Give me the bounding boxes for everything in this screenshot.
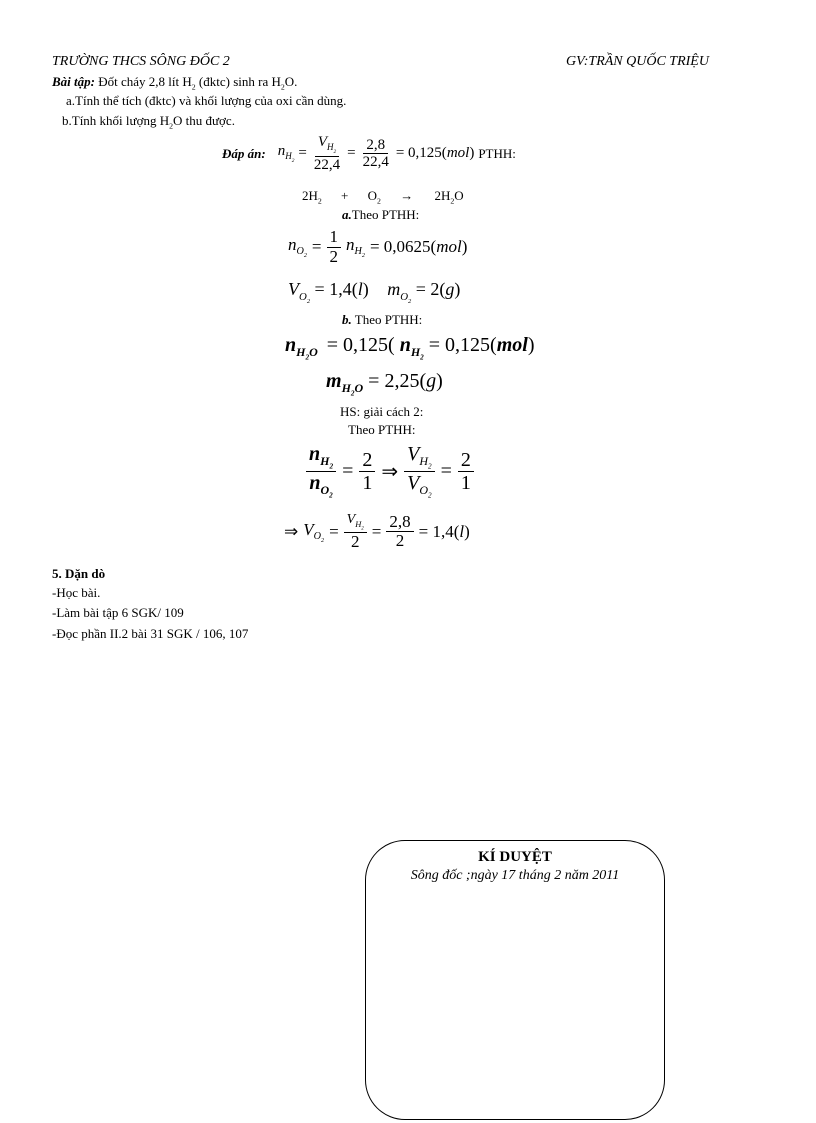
answer-moles-h2: Đáp án: $n_{H_2}$ = $\frac{V_{H_2}}{22,4}$ = $\frac{2,8}{22,4}$ = 0,125( mol ) PTHH: [222,134,516,173]
formula-n-o2: $n_{O_2}$ = $\frac{1}{2}$ $n_{H_2}$ = 0,0625( mol ) [288,227,468,266]
dando-title: 5. Dặn dò [52,566,106,581]
chemical-equation: $2H_2 + O_2 \to 2H_2O$ [302,188,464,206]
dando-item: -Học bài. [52,585,101,600]
method-2-label: HS: giải cách 2: [340,404,424,419]
exercise-statement: Bài tập: Đốt cháy 2,8 lít $H_2$ (đktc) sinh ra $H_2O$. [52,74,298,92]
fraction-v-over-22-4: $\frac{V_{H_2}}{22,4}$ [313,134,341,173]
pthh-label: PTHH: [478,145,516,161]
implies-icon: ⇒ [284,521,299,541]
formula-n-h2o: $n_{H_2O} = 0,125$( $n_{H_2} = 0,125(mol)$ [285,334,535,362]
approval-title: KÍ DUYỆT [478,849,552,865]
method-2-theo: Theo PTHH: [348,422,416,437]
school-name: TRƯỜNG THCS SÔNG ĐỐC 2 [52,54,230,69]
approval-date: Sông đốc ;ngày 17 tháng 2 năm 2011 [410,868,620,883]
exercise-label: Bài tập: [52,74,95,89]
dando-item: -Làm bài tập 6 SGK/ 109 [52,605,184,620]
implies-icon: ⇒ [381,461,399,484]
part-b-heading: b. Theo PTHH: [342,312,423,327]
dando-item: -Đọc phần II.2 bài 31 SGK / 106, 107 [52,626,249,641]
teacher-name: GV:TRẦN QUỐC TRIỆU [566,54,709,69]
arrow-icon: → [400,188,414,203]
formula-m-h2o: $m_{H_2O} = 2,25(g)$ [326,370,443,398]
exercise-part-a: a.Tính thể tích (đktc) và khối lượng của oxi cần dùng. [66,93,347,108]
formula-v-and-m-o2: $V_{O_2} = 1,4(l) m_{O_2} = 2(g)$ [288,279,461,305]
exercise-part-b: b.Tính khối lượng $H_2O$ thu được. [62,113,235,131]
formula-ratio: $\frac{n_{H_2}}{n_{O_2}}$ = $\frac{2}{1}$ ⇒ $\frac{V_{H_2}}{V_{O_2}}$ = $\frac{2}{1}$ [306,443,474,501]
fraction-2-8-over-22-4: $\frac{2,8}{22,4}$ [362,136,389,171]
part-a-heading: a.Theo PTHH: [342,207,420,222]
formula-final-v-o2: ⇒ $V_{O_2}$ = $\frac{V_{H_2}}{2}$ = $\frac{2,8}{2}$ = 1,4( l ) [284,511,470,552]
answer-label: Đáp án: [222,145,266,161]
approval-box [365,840,665,1120]
